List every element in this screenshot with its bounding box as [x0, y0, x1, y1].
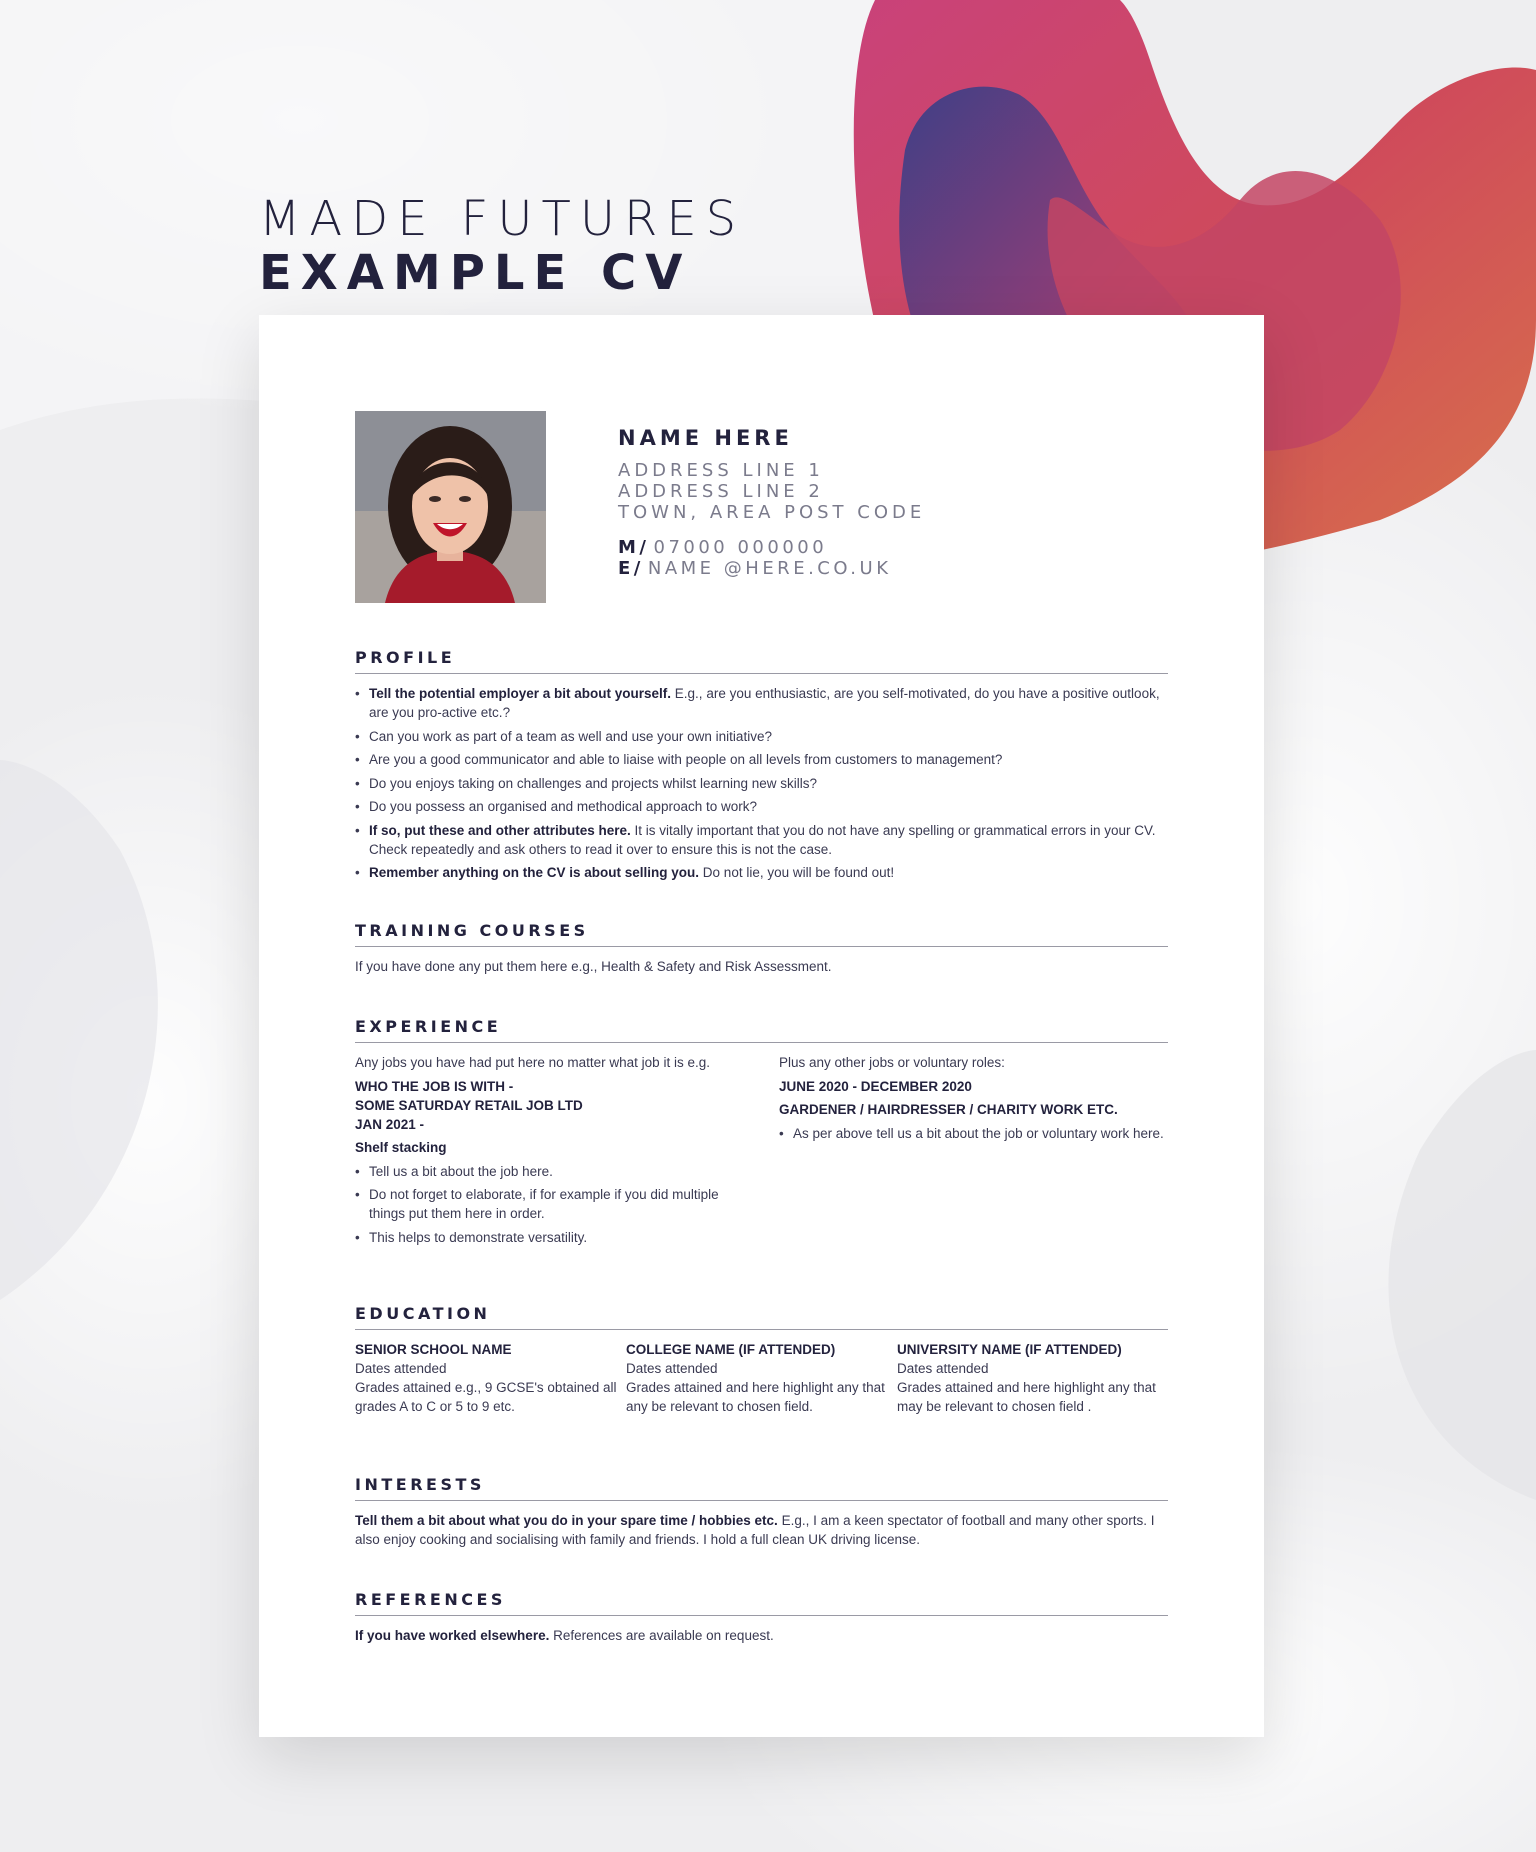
page-header	[259, 192, 745, 300]
experience-section	[355, 1017, 1168, 1251]
profile-section	[355, 648, 1168, 887]
address-line-1: ADDRESS LINE 1	[618, 460, 824, 481]
contact-block	[618, 426, 925, 579]
list-item: • Remember anything on the CV is about selling you. Do not lie, you will be found out!	[355, 863, 1168, 882]
header-line-1: MADE FUTURES	[259, 191, 746, 247]
interests-text: Tell them a bit about what you do in your spare time / hobbies etc. E.g., I am a keen spectator of football and many other sports. I also enjoy cooking and socialising with family and friends. I hold a full clean UK driving license.	[355, 1513, 1155, 1547]
address-line-2: ADDRESS LINE 2	[618, 481, 824, 502]
interests-title: INTERESTS	[355, 1475, 1168, 1501]
job-date: JAN 2021 -	[355, 1116, 425, 1132]
profile-photo	[355, 411, 546, 603]
list-item: • Tell the potential employer a bit about yourself. E.g., are you enthusiastic, are you self-motivated, do you have a positive outlook, are you pro-active etc.?	[355, 684, 1168, 722]
header-line-2: EXAMPLE CV	[259, 245, 692, 301]
school-dates: Dates attended	[355, 1361, 447, 1376]
email-line	[618, 558, 925, 579]
list-item: • Are you a good communicator and able to liaise with people on all levels from customers to management?	[355, 750, 1168, 769]
education-column-university	[897, 1340, 1168, 1416]
references-text: If you have worked elsewhere. References are available on request.	[355, 1628, 774, 1643]
training-section	[355, 921, 1168, 976]
university-name: UNIVERSITY NAME (IF ATTENDED)	[897, 1342, 1122, 1357]
other-jobs-intro: Plus any other jobs or voluntary roles:	[779, 1055, 1005, 1070]
school-grades: Grades attained e.g., 9 GCSE's obtained all grades A to C or 5 to 9 etc.	[355, 1380, 617, 1414]
list-item: • Tell us a bit about the job here.	[355, 1162, 734, 1181]
references-title: REFERENCES	[355, 1590, 1168, 1616]
list-item: • Do you enjoys taking on challenges and projects whilst learning new skills?	[355, 774, 1168, 793]
profile-list	[355, 684, 1168, 882]
mobile-number: 07000 000000	[653, 537, 828, 558]
other-job-list	[779, 1124, 1168, 1143]
references-section	[355, 1590, 1168, 1645]
address-line-3: TOWN, AREA POST CODE	[618, 502, 926, 523]
college-grades: Grades attained and here highlight any that any be relevant to chosen field.	[626, 1380, 885, 1414]
other-job-role: GARDENER / HAIRDRESSER / CHARITY WORK ETC.	[779, 1102, 1118, 1117]
list-item: • Do not forget to elaborate, if for example if you did multiple things put them here in order.	[355, 1185, 734, 1223]
education-title: EDUCATION	[355, 1304, 1168, 1330]
university-grades: Grades attained and here highlight any that may be relevant to chosen field .	[897, 1380, 1156, 1414]
school-name: SENIOR SCHOOL NAME	[355, 1342, 512, 1357]
other-job-dates: JUNE 2020 - DECEMBER 2020	[779, 1078, 972, 1094]
cv-document	[259, 315, 1264, 1737]
interests-section	[355, 1475, 1168, 1549]
education-column-school	[355, 1340, 626, 1416]
list-item: • As per above tell us a bit about the job or voluntary work here.	[779, 1124, 1168, 1143]
list-item: • Do you possess an organised and methodical approach to work?	[355, 797, 1168, 816]
portrait-image	[355, 411, 546, 603]
education-section	[355, 1304, 1168, 1416]
training-text: If you have done any put them here e.g., Health & Safety and Risk Assessment.	[355, 959, 832, 974]
experience-right-column	[779, 1053, 1168, 1251]
college-name: COLLEGE NAME (IF ATTENDED)	[626, 1342, 836, 1357]
mobile-label: M/	[618, 537, 650, 558]
experience-left-column	[355, 1053, 734, 1251]
job-duties-list	[355, 1162, 734, 1247]
job-employer-line-2: SOME SATURDAY RETAIL JOB LTD	[355, 1097, 583, 1113]
experience-intro: Any jobs you have had put here no matter what job it is e.g.	[355, 1055, 710, 1070]
list-item: • If so, put these and other attributes here. It is vitally important that you do not have any spelling or grammatical errors in your CV. Check repeatedly and ask others to read it over to ensure this is not the case.	[355, 821, 1168, 859]
email-label: E/	[618, 558, 644, 579]
training-title: TRAINING COURSES	[355, 921, 1168, 947]
job-role: Shelf stacking	[355, 1140, 447, 1155]
candidate-name: NAME HERE	[618, 426, 793, 450]
mobile-line	[618, 537, 925, 558]
email-address: NAME @HERE.CO.UK	[647, 558, 892, 579]
experience-title: EXPERIENCE	[355, 1017, 1168, 1043]
university-dates: Dates attended	[897, 1361, 989, 1376]
education-column-college	[626, 1340, 897, 1416]
job-employer-line-1: WHO THE JOB IS WITH -	[355, 1078, 514, 1094]
list-item: • This helps to demonstrate versatility.	[355, 1228, 734, 1247]
list-item: • Can you work as part of a team as well and use your own initiative?	[355, 727, 1168, 746]
college-dates: Dates attended	[626, 1361, 718, 1376]
profile-title: PROFILE	[355, 648, 1168, 674]
